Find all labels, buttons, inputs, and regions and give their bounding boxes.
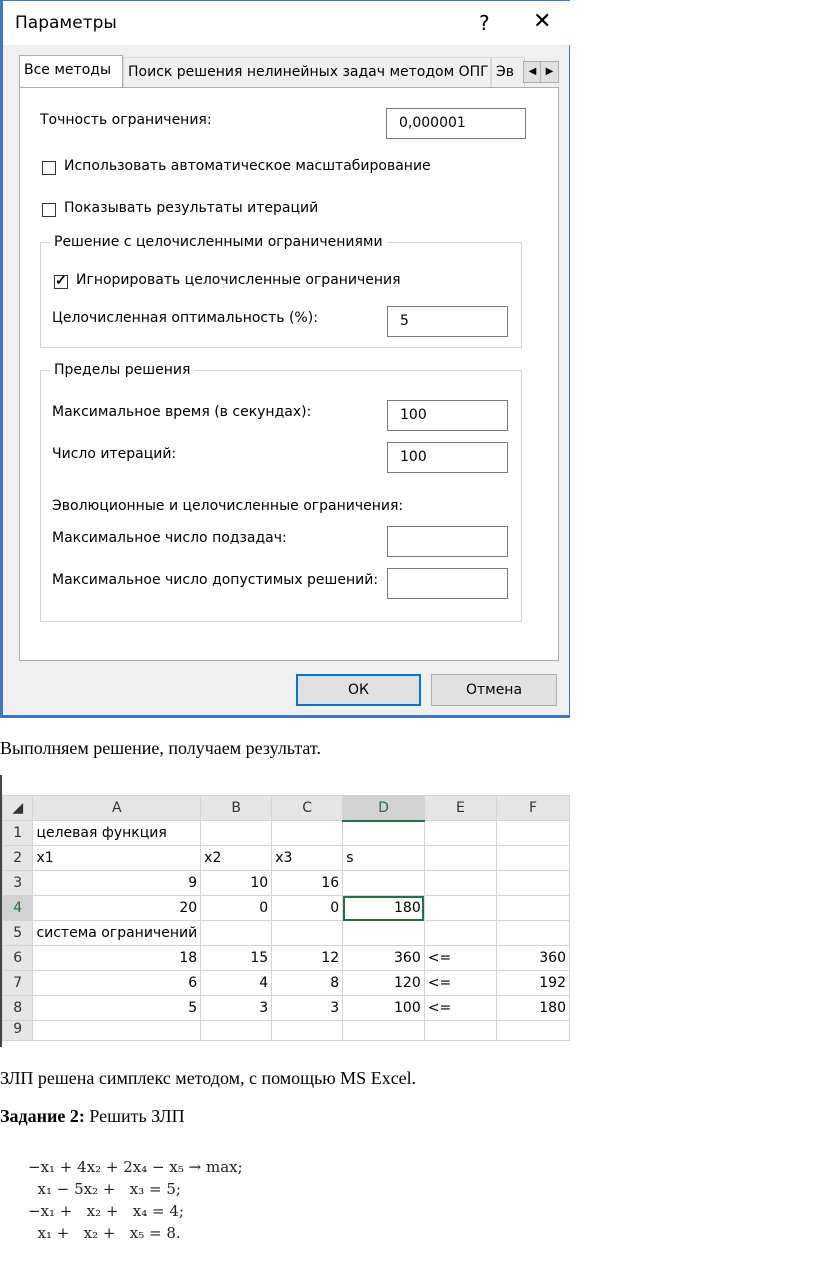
tab-grg-nonlinear[interactable]: Поиск решения нелинейных задач методом ОПГ — [123, 57, 491, 87]
table-row — [3, 896, 570, 921]
row-header[interactable]: 9 — [3, 1021, 33, 1041]
table-cell[interactable]: 15 — [201, 946, 272, 971]
iterations-label: Число итераций: — [52, 446, 177, 462]
auto-scale-checkbox[interactable] — [42, 161, 56, 175]
select-all-corner[interactable]: ◢ — [3, 796, 33, 821]
table-cell[interactable] — [272, 921, 343, 946]
precision-input[interactable]: 0,000001 — [386, 108, 526, 139]
table-cell[interactable]: 360 — [497, 946, 570, 971]
row-header[interactable]: 1 — [3, 821, 33, 846]
table-cell[interactable]: 9 — [33, 871, 201, 896]
table-cell[interactable]: 3 — [272, 996, 343, 1021]
table-row — [3, 821, 570, 846]
table-cell[interactable] — [343, 921, 425, 946]
integer-optimality-label: Целочисленная оптимальность (%): — [52, 310, 318, 326]
table-cell[interactable] — [424, 846, 496, 871]
table-cell[interactable]: 0 — [272, 896, 343, 921]
table-cell[interactable] — [201, 921, 272, 946]
table-cell[interactable]: 16 — [272, 871, 343, 896]
help-button[interactable]: ? — [479, 11, 490, 35]
table-cell[interactable] — [497, 846, 570, 871]
close-icon[interactable]: ✕ — [533, 9, 552, 34]
iterations-input[interactable]: 100 — [387, 442, 508, 473]
tab-all-methods[interactable]: Все методы — [19, 55, 123, 87]
task-text: Решить ЗЛП — [84, 1106, 185, 1126]
table-row — [3, 871, 570, 896]
max-subproblems-input[interactable] — [387, 526, 508, 557]
auto-scale-label: Использовать автоматическое масштабирование — [64, 158, 431, 174]
conclusion-paragraph: ЗЛП решена симплекс методом, с помощью MS Excel. — [0, 1068, 417, 1088]
result-paragraph: Выполняем решение, получаем результат. — [0, 738, 321, 758]
table-cell[interactable]: система ограничений — [33, 921, 201, 946]
formula-constraint-1: x₁ − 5x₂ + x₃ = 5; — [28, 1180, 181, 1198]
table-cell[interactable]: 120 — [343, 971, 425, 996]
table-cell[interactable]: 20 — [33, 896, 201, 921]
table-cell[interactable]: x2 — [201, 846, 272, 871]
table-cell[interactable]: целевая функция — [33, 821, 201, 846]
table-cell[interactable]: <= — [424, 996, 496, 1021]
max-subproblems-label: Максимальное число подзадач: — [52, 530, 287, 546]
row-header[interactable]: 2 — [3, 846, 33, 871]
column-header-d[interactable]: D — [343, 796, 425, 821]
sheet-ribbon-edge — [0, 775, 570, 796]
table-row — [3, 921, 570, 946]
table-cell[interactable] — [424, 921, 496, 946]
table-cell[interactable] — [424, 1021, 496, 1041]
table-cell[interactable] — [201, 821, 272, 846]
formula-constraint-3: x₁ + x₂ + x₅ = 8. — [28, 1224, 181, 1242]
show-iterations-checkbox[interactable] — [42, 203, 56, 217]
limits-group-title: Пределы решения — [50, 362, 194, 378]
cancel-button[interactable]: Отмена — [431, 674, 557, 706]
table-cell[interactable]: x3 — [272, 846, 343, 871]
table-cell[interactable] — [343, 1021, 425, 1041]
table-row — [3, 1021, 570, 1041]
table-cell[interactable] — [343, 821, 425, 846]
tab-scroll-left-icon[interactable]: ◀ — [523, 61, 542, 83]
table-cell[interactable]: 18 — [33, 946, 201, 971]
column-header-e[interactable]: E — [424, 796, 496, 821]
table-cell[interactable]: 5 — [33, 996, 201, 1021]
table-cell[interactable] — [497, 1021, 570, 1041]
table-cell[interactable]: 12 — [272, 946, 343, 971]
formula-objective: −x₁ + 4x₂ + 2x₄ − x₅ → max; — [28, 1158, 243, 1176]
column-header-b[interactable]: B — [201, 796, 272, 821]
tab-scroll-right-icon[interactable]: ▶ — [540, 61, 559, 83]
table-cell[interactable]: 192 — [497, 971, 570, 996]
table-cell[interactable] — [497, 921, 570, 946]
ignore-integer-label: Игнорировать целочисленные ограничения — [76, 272, 401, 288]
row-header[interactable]: 4 — [3, 896, 33, 921]
task-label: Задание 2: — [0, 1106, 85, 1126]
table-cell[interactable] — [343, 871, 425, 896]
table-cell[interactable] — [497, 821, 570, 846]
check-icon: ✓ — [55, 272, 67, 288]
table-cell[interactable]: 3 — [201, 996, 272, 1021]
table-cell[interactable]: x1 — [33, 846, 201, 871]
table-cell[interactable]: 360 — [343, 946, 425, 971]
table-cell[interactable] — [424, 821, 496, 846]
table-row — [3, 996, 570, 1021]
table-row — [3, 946, 570, 971]
column-header-f[interactable]: F — [497, 796, 570, 821]
ok-button[interactable]: ОК — [296, 674, 421, 706]
task-heading — [0, 1106, 185, 1127]
column-header-row — [3, 796, 570, 821]
evolutionary-label: Эволюционные и целочисленные ограничения: — [52, 498, 404, 514]
row-header[interactable]: 7 — [3, 971, 33, 996]
sheet-grid — [2, 795, 570, 1041]
max-time-label: Максимальное время (в секундах): — [52, 404, 312, 420]
table-row — [3, 846, 570, 871]
tab-panel — [19, 87, 559, 661]
table-cell[interactable] — [272, 1021, 343, 1041]
row-header[interactable]: 5 — [3, 921, 33, 946]
integer-optimality-input[interactable]: 5 — [387, 306, 508, 337]
table-row — [3, 971, 570, 996]
table-cell[interactable] — [497, 871, 570, 896]
integer-group-title: Решение с целочисленными ограничениями — [50, 234, 387, 250]
formula-constraint-2: −x₁ + x₂ + x₄ = 4; — [28, 1202, 184, 1220]
parameters-dialog — [0, 0, 570, 718]
table-cell[interactable]: <= — [424, 946, 496, 971]
table-cell[interactable] — [424, 896, 496, 921]
column-header-a[interactable]: A — [33, 796, 201, 821]
max-feasible-label: Максимальное число допустимых решений: — [52, 572, 379, 588]
table-cell[interactable] — [497, 896, 570, 921]
table-cell[interactable] — [424, 871, 496, 896]
table-cell[interactable]: s — [343, 846, 425, 871]
dialog-title: Параметры — [15, 13, 117, 33]
spreadsheet — [0, 775, 570, 1047]
max-feasible-input[interactable] — [387, 568, 508, 599]
precision-label: Точность ограничения: — [40, 112, 212, 128]
row-header[interactable]: 3 — [3, 871, 33, 896]
table-cell[interactable]: 0 — [201, 896, 272, 921]
show-iterations-label: Показывать результаты итераций — [64, 200, 319, 216]
table-cell[interactable]: 4 — [201, 971, 272, 996]
ignore-integer-checkbox[interactable] — [54, 272, 68, 289]
table-cell[interactable]: 10 — [201, 871, 272, 896]
row-header[interactable]: 6 — [3, 946, 33, 971]
dialog-titlebar — [3, 1, 570, 45]
column-header-c[interactable]: C — [272, 796, 343, 821]
table-cell[interactable] — [201, 1021, 272, 1041]
table-cell[interactable]: 6 — [33, 971, 201, 996]
active-cell[interactable]: 180 — [343, 896, 425, 921]
table-cell[interactable]: <= — [424, 971, 496, 996]
table-cell[interactable] — [272, 821, 343, 846]
table-cell[interactable] — [33, 1021, 201, 1041]
table-cell[interactable]: 100 — [343, 996, 425, 1021]
table-cell[interactable]: 180 — [497, 996, 570, 1021]
table-cell[interactable]: 8 — [272, 971, 343, 996]
max-time-input[interactable]: 100 — [387, 400, 508, 431]
row-header[interactable]: 8 — [3, 996, 33, 1021]
tab-evolutionary[interactable]: Эв — [491, 57, 525, 87]
